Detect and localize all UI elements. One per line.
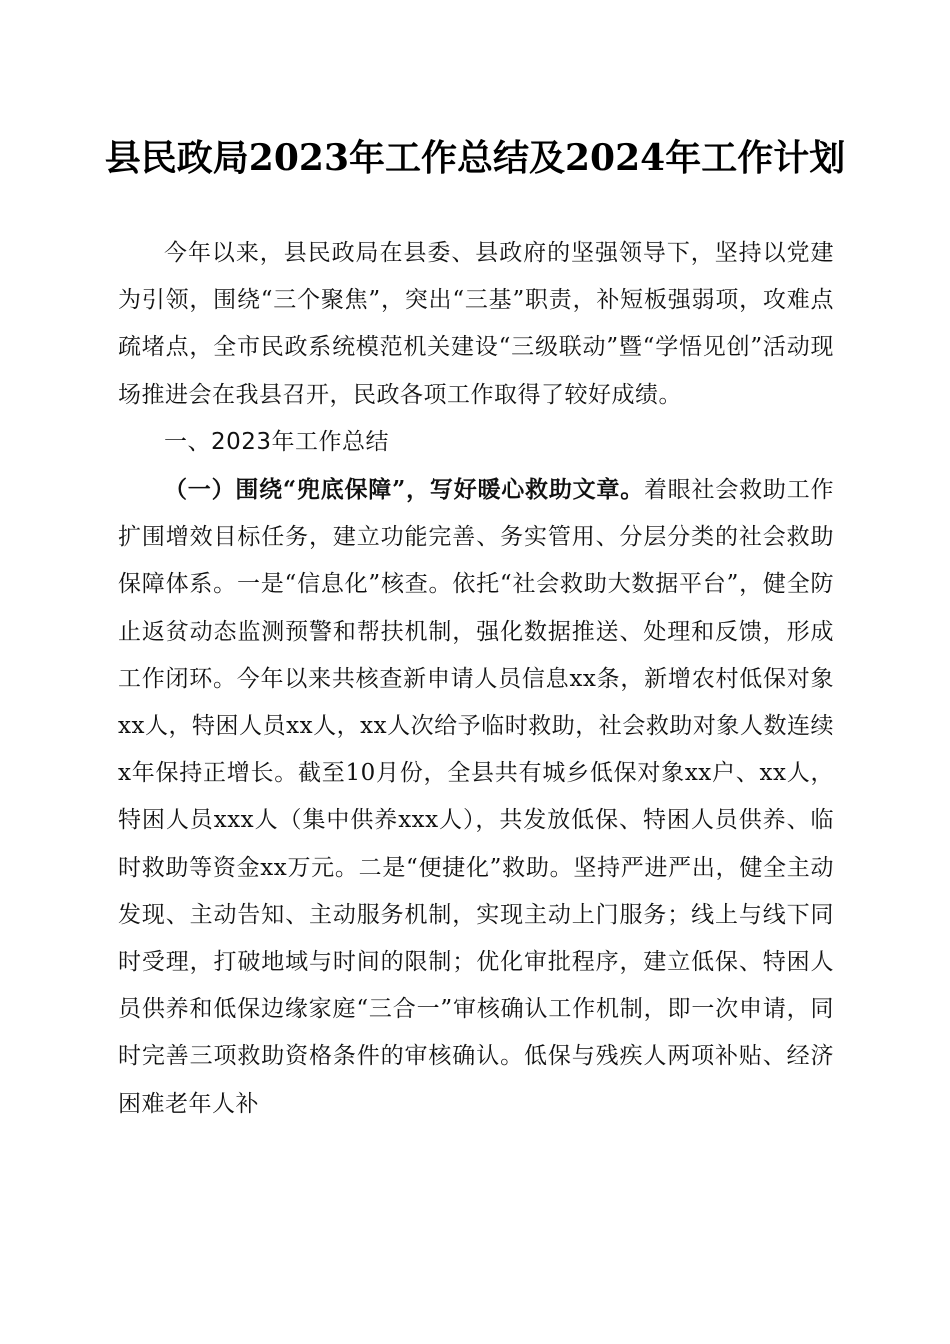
document-title: 县民政局2023年工作总结及2024年工作计划	[104, 137, 846, 179]
subsection-paragraph	[118, 466, 834, 1128]
subsection-heading: （一）围绕“兜底保障”，写好暖心救助文章。	[164, 476, 644, 504]
section-heading: 一、2023年工作总结	[164, 428, 390, 455]
subsection-body: 着眼社会救助工作扩围增效目标任务，建立功能完善、务实管用、分层分类的社会救助保障体系。一是“信息化”核查。依托“社会救助大数据平台”，健全防止返贫动态监测预警和帮扶机制，强化数据推送、处理和反馈，形成工作闭环。今年以来共核查新申请人员信息xx条，新增农村低保对象xx人，特困人员xx人，xx人次给予临时救助，社会救助对象人数连续x年保持正增长。截至10月份，全县共有城乡低保对象xx户、xx人，特困人员xxx人（集中供养xxx人），共发放低保、特困人员供养、临时救助等资金xx万元。二是“便捷化”救助。坚持严进严出，健全主动发现、主动告知、主动服务机制，实现主动上门服务；线上与线下同时受理，打破地域与时间的限制；优化审批程序，建立低保、特困人员供养和低保边缘家庭“三合一”审核确认工作机制，即一次申请，同时完善三项救助资格条件的审核确认。低保与残疾人两项补贴、经济困难老年人补	[118, 477, 834, 1117]
intro-paragraph: 今年以来，县民政局在县委、县政府的坚强领导下，坚持以党建为引领，围绕“三个聚焦”，突出“三基”职责，补短板强弱项，攻难点疏堵点，全市民政系统模范机关建设“三级联动”暨“学悟见创”活动现场推进会在我县召开，民政各项工作取得了较好成绩。	[118, 240, 834, 408]
document-body	[118, 230, 834, 1128]
